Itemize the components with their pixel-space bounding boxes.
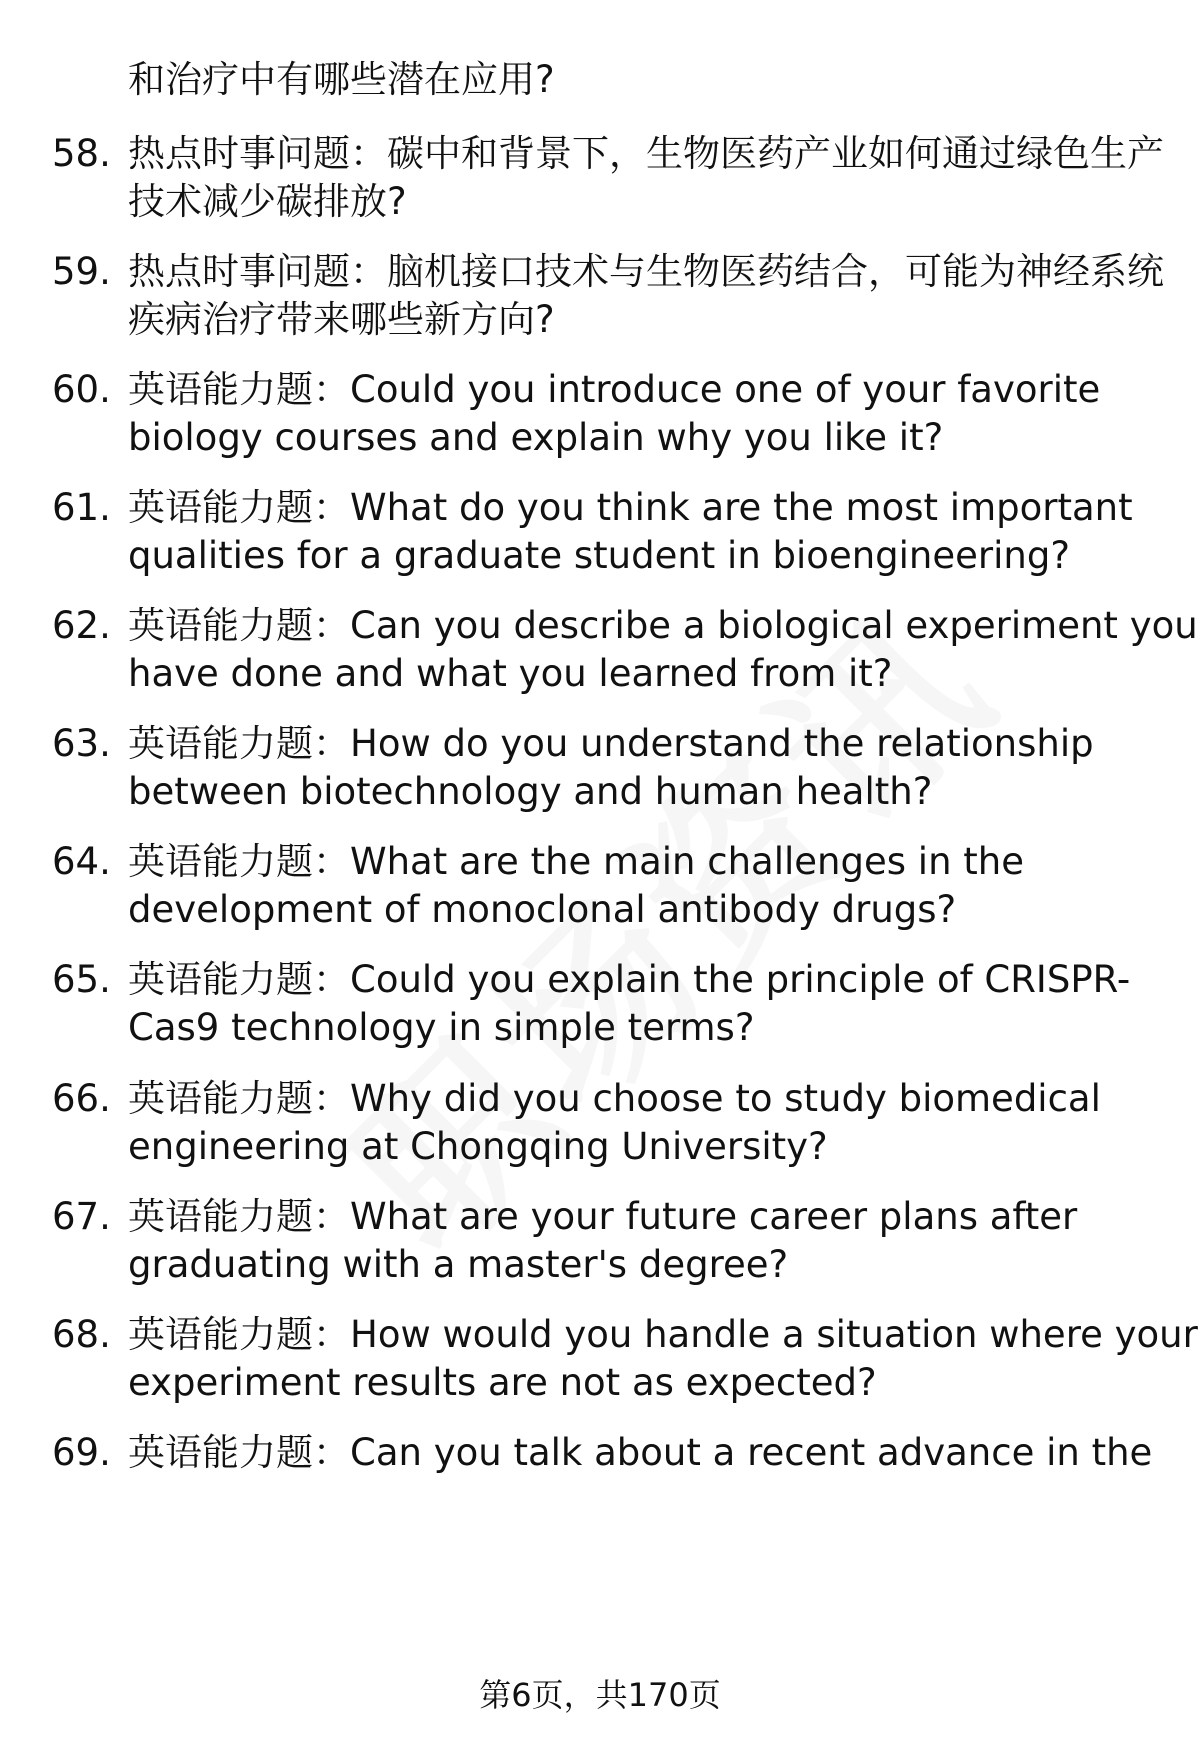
question-line: 英语能力题：How would you handle a situation where your xyxy=(128,1313,1198,1356)
question-line: 英语能力题：Could you introduce one of your favorite xyxy=(128,368,1101,411)
question-line: graduating with a master's degree? xyxy=(128,1243,789,1286)
question-text xyxy=(128,248,1164,344)
question-text xyxy=(128,1429,1153,1477)
question-line: development of monoclonal antibody drugs? xyxy=(128,888,957,931)
question-number: 65. xyxy=(52,958,111,1001)
question-number: 63. xyxy=(52,722,111,765)
question-text xyxy=(128,720,1148,816)
question-line: experiment results are not as expected? xyxy=(128,1361,877,1404)
question-line: between biotechnology and human health? xyxy=(128,770,933,813)
question-number: 60. xyxy=(52,368,111,411)
question-text xyxy=(128,1311,1198,1407)
question-line: 和治疗中有哪些潜在应用? xyxy=(128,58,555,101)
question-line: 英语能力题：What do you think are the most important xyxy=(128,486,1133,529)
question-line: 英语能力题：Why did you choose to study biomedical xyxy=(128,1077,1101,1120)
question-text xyxy=(128,602,1198,698)
question-line: 英语能力题：Could you explain the principle of CRISPR- xyxy=(128,958,1131,1001)
question-line: 热点时事问题：碳中和背景下，生物医药产业如何通过绿色生产 xyxy=(128,132,1164,175)
question-text xyxy=(128,484,1148,580)
question-line: 英语能力题：What are your future career plans after xyxy=(128,1195,1078,1238)
question-number: 68. xyxy=(52,1313,111,1356)
question-line: biology courses and explain why you like it? xyxy=(128,416,944,459)
question-number: 61. xyxy=(52,486,111,529)
page-footer: 第6页，共170页 xyxy=(479,1676,721,1714)
question-number: 69. xyxy=(52,1431,111,1474)
question-text xyxy=(128,956,1148,1052)
question-line: 热点时事问题：脑机接口技术与生物医药结合，可能为神经系统 xyxy=(128,250,1164,293)
question-text xyxy=(128,130,1164,226)
question-number: 58. xyxy=(52,132,111,175)
question-text xyxy=(128,366,1148,462)
question-line: 技术减少碳排放? xyxy=(128,180,407,223)
question-line: engineering at Chongqing University? xyxy=(128,1125,828,1168)
question-text xyxy=(128,1075,1148,1171)
question-number: 66. xyxy=(52,1077,111,1120)
question-line: have done and what you learned from it? xyxy=(128,652,893,695)
question-text xyxy=(128,838,1148,934)
question-line: 疾病治疗带来哪些新方向? xyxy=(128,298,555,341)
question-text xyxy=(128,56,1148,104)
question-line: qualities for a graduate student in bioengineering? xyxy=(128,534,1070,577)
question-text xyxy=(128,1193,1148,1289)
question-number: 62. xyxy=(52,604,111,647)
question-line: Cas9 technology in simple terms? xyxy=(128,1006,755,1049)
question-number: 67. xyxy=(52,1195,111,1238)
question-number: 64. xyxy=(52,840,111,883)
question-line: 英语能力题：Can you talk about a recent advance in the xyxy=(128,1431,1153,1474)
question-line: 英语能力题：How do you understand the relationship xyxy=(128,722,1094,765)
question-line: 英语能力题：Can you describe a biological experiment you xyxy=(128,604,1198,647)
question-line: 英语能力题：What are the main challenges in the xyxy=(128,840,1025,883)
question-number: 59. xyxy=(52,250,111,293)
